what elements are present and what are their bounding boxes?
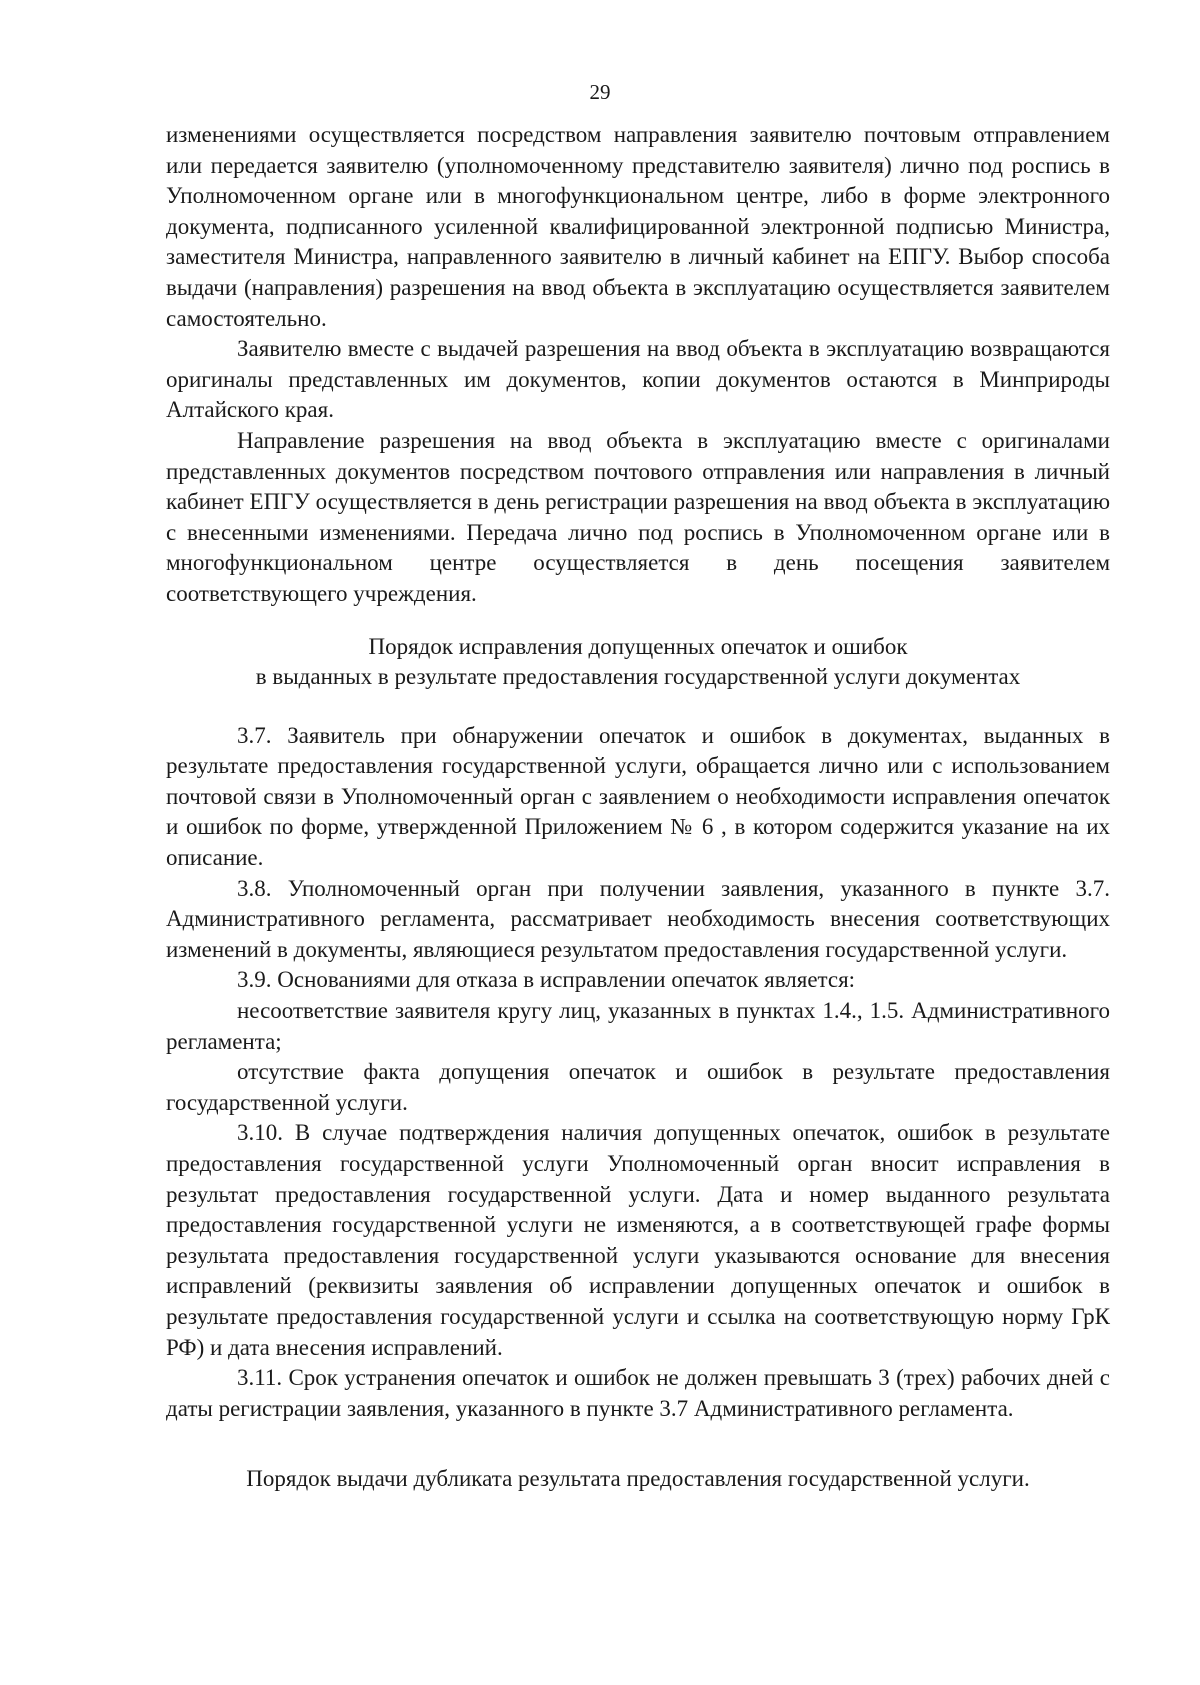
paragraph-continuation: изменениями осуществляется посредством направления заявителю почтовым отправлением или передается заявителю (уполномоченному представителю заявителя) лично под роспись в Уполномоченном органе или в многофункциональном центре, либо в форме электронного документа, подписанного усиленной квалифицированной электронной подписью Министра, заместителя Министра, направленного заявителю в личный кабинет на ЕПГУ. Выбор способа выдачи (направления) разрешения на ввод объекта в эксплуатацию осуществляется заявителем самостоятельно. xyxy=(166,122,1110,331)
document-body xyxy=(166,120,1110,1495)
clause-3-11: 3.11. Срок устранения опечаток и ошибок не должен превышать 3 (трех) рабочих дней с даты регистрации заявления, указанного в пункте 3.7 Административного регламента. xyxy=(166,1365,1110,1421)
duplicate-section-heading: Порядок выдачи дубликата результата предоставления государственной услуги. xyxy=(246,1466,1030,1492)
clause-3-8: 3.8. Уполномоченный орган при получении заявления, указанного в пункте 3.7. Административного регламента, рассматривает необходимость внесения соответствующих изменений в документы, являющиеся результатом предоставления государственной услуги. xyxy=(166,875,1110,962)
clause-3-9: 3.9. Основаниями для отказа в исправлении опечаток является: xyxy=(237,967,856,993)
clause-3-7: 3.7. Заявитель при обнаружении опечаток и ошибок в документах, выданных в результате предоставления государственной услуги, обращается лично или с использованием почтовой связи в Уполномоченный орган с заявлением о необходимости исправления опечаток и ошибок по форме, утвержденной Приложением № 6 , в котором содержится указание на их описание. xyxy=(166,722,1110,871)
page-number: 29 xyxy=(589,80,611,104)
paragraph-return-originals: Заявителю вместе с выдачей разрешения на ввод объекта в эксплуатацию возвращаются оригиналы представленных им документов, копии документов остаются в Минприроды Алтайского края. xyxy=(166,336,1110,423)
clause-3-9-item-2: отсутствие факта допущения опечаток и ошибок в результате предоставления государственной услуги. xyxy=(166,1059,1110,1115)
clause-3-9-item-1: несоответствие заявителя кругу лиц, указанных в пунктах 1.4., 1.5. Административного регламента; xyxy=(166,998,1110,1054)
section-heading-line-1: Порядок исправления допущенных опечаток и ошибок xyxy=(368,633,908,659)
section-heading xyxy=(166,632,1110,693)
paragraph-delivery-procedure: Направление разрешения на ввод объекта в эксплуатацию вместе с оригиналами представленных документов посредством почтового отправления или направления в личный кабинет ЕПГУ осуществляется в день регистрации разрешения на ввод объекта в эксплуатацию с внесенными изменениями. Передача лично под роспись в Уполномоченном органе или в многофункциональном центре осуществляется в день посещения заявителем соответствующего учреждения. xyxy=(166,427,1110,606)
clause-3-10: 3.10. В случае подтверждения наличия допущенных опечаток, ошибок в результате предоставления государственной услуги Уполномоченный орган вносит исправления в результат предоставления государственной услуги. Дата и номер выданного результата предоставления государственной услуги не изменяются, а в соответствующей графе формы результата предоставления государственной услуги указываются основание для внесения исправлений (реквизиты заявления об исправлении допущенных опечаток и ошибок в результате предоставления государственной услуги и ссылка на соответствующую норму ГрК РФ) и дата внесения исправлений. xyxy=(166,1120,1110,1360)
section-heading-line-2: в выданных в результате предоставления государственной услуги документах xyxy=(255,664,1021,690)
